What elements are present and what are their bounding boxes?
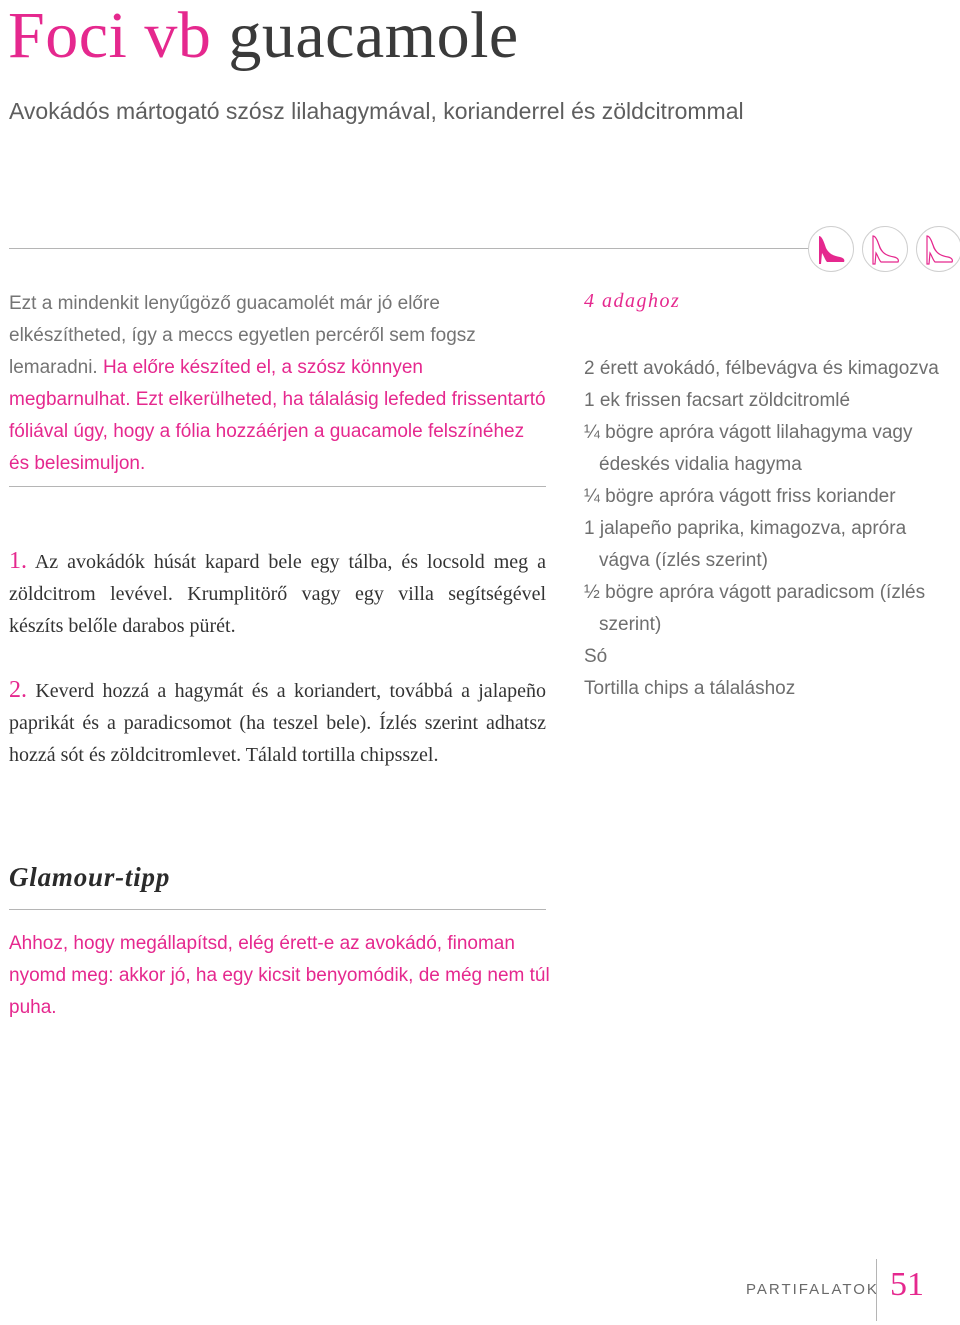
step-number: 2. [9,677,27,703]
top-divider [9,248,809,249]
title-main: guacamole [228,0,519,72]
ingredient-list [584,353,954,705]
section-name: PARTIFALATOK [746,1281,879,1298]
ingredient-item: 1 jalapeño paprika, kimagozva, apróra vágva (ízlés szerint) [584,518,907,571]
footer-divider [876,1259,877,1321]
ingredient-item: 1 ek frissen facsart zöldcitromlé [584,390,851,411]
high-heel-icon [916,226,960,272]
page-number: 51 [890,1266,924,1303]
intro-part-3: Ezt elkerülheted, ha tálalásig lefeded frissentartó fóliával úgy, hogy a fólia hozzáérjen a guacamole felszínéhez és belesimuljon. [9,389,546,474]
ingredient-item: 2 érett avokádó, félbevágva és kimagozva [584,358,939,379]
ingredient-item: Só [584,646,608,667]
step [9,545,546,642]
intro-part-2: Ha előre készíted el, a szósz könnyen megbarnulhat. [9,357,424,410]
intro-divider [9,486,546,487]
step-text: Az avokádók húsát kapard bele egy tálba, és locsold meg a zöldcitrom levével. Krumplitörő vagy egy villa segítségével készíts belőle darabos pürét. [9,551,546,637]
ingredient-item: ¼ bögre apróra vágott lilahagyma vagy édeskés vidalia hagyma [584,422,913,475]
step-number: 1. [9,548,27,574]
tip-text: Ahhoz, hogy megállapítsd, elég érett-e az avokádó, finoman nyomd meg: akkor jó, ha egy kicsit benyomódik, de még nem túl puha. [9,933,550,1018]
servings-label: 4 adaghoz [584,290,681,312]
title-accent: Foci vb [8,0,212,72]
step [9,674,546,771]
high-heel-icon [808,226,854,272]
recipe-title [8,0,519,76]
ingredient-item: ½ bögre apróra vágott paradicsom (ízlés szerint) [584,582,926,635]
intro-part-1: Ezt a mindenkit lenyűgöző guacamolét már jó előre elkészítheted, így a meccs egyetlen percéről sem fogsz lemaradni. [9,293,476,378]
intro-text [9,288,546,480]
tip-heading: Glamour-tipp [9,862,171,892]
recipe-subtitle: Avokádós mártogató szósz lilahagymával, korianderrel és zöldcitrommal [9,98,744,124]
high-heel-icon [862,226,908,272]
ingredient-item: Tortilla chips a tálaláshoz [584,678,796,699]
step-text: Keverd hozzá a hagymát és a koriandert, továbbá a jalapeño paprikát és a paradicsomot (ha teszel bele). Ízlés szerint adhatsz hozzá sót és zöldcitromlevet. Tálald tortilla chipsszel. [9,680,546,766]
method-steps [9,545,546,803]
tip-divider [9,909,546,910]
ingredient-item: ¼ bögre apróra vágott friss koriander [584,486,896,507]
